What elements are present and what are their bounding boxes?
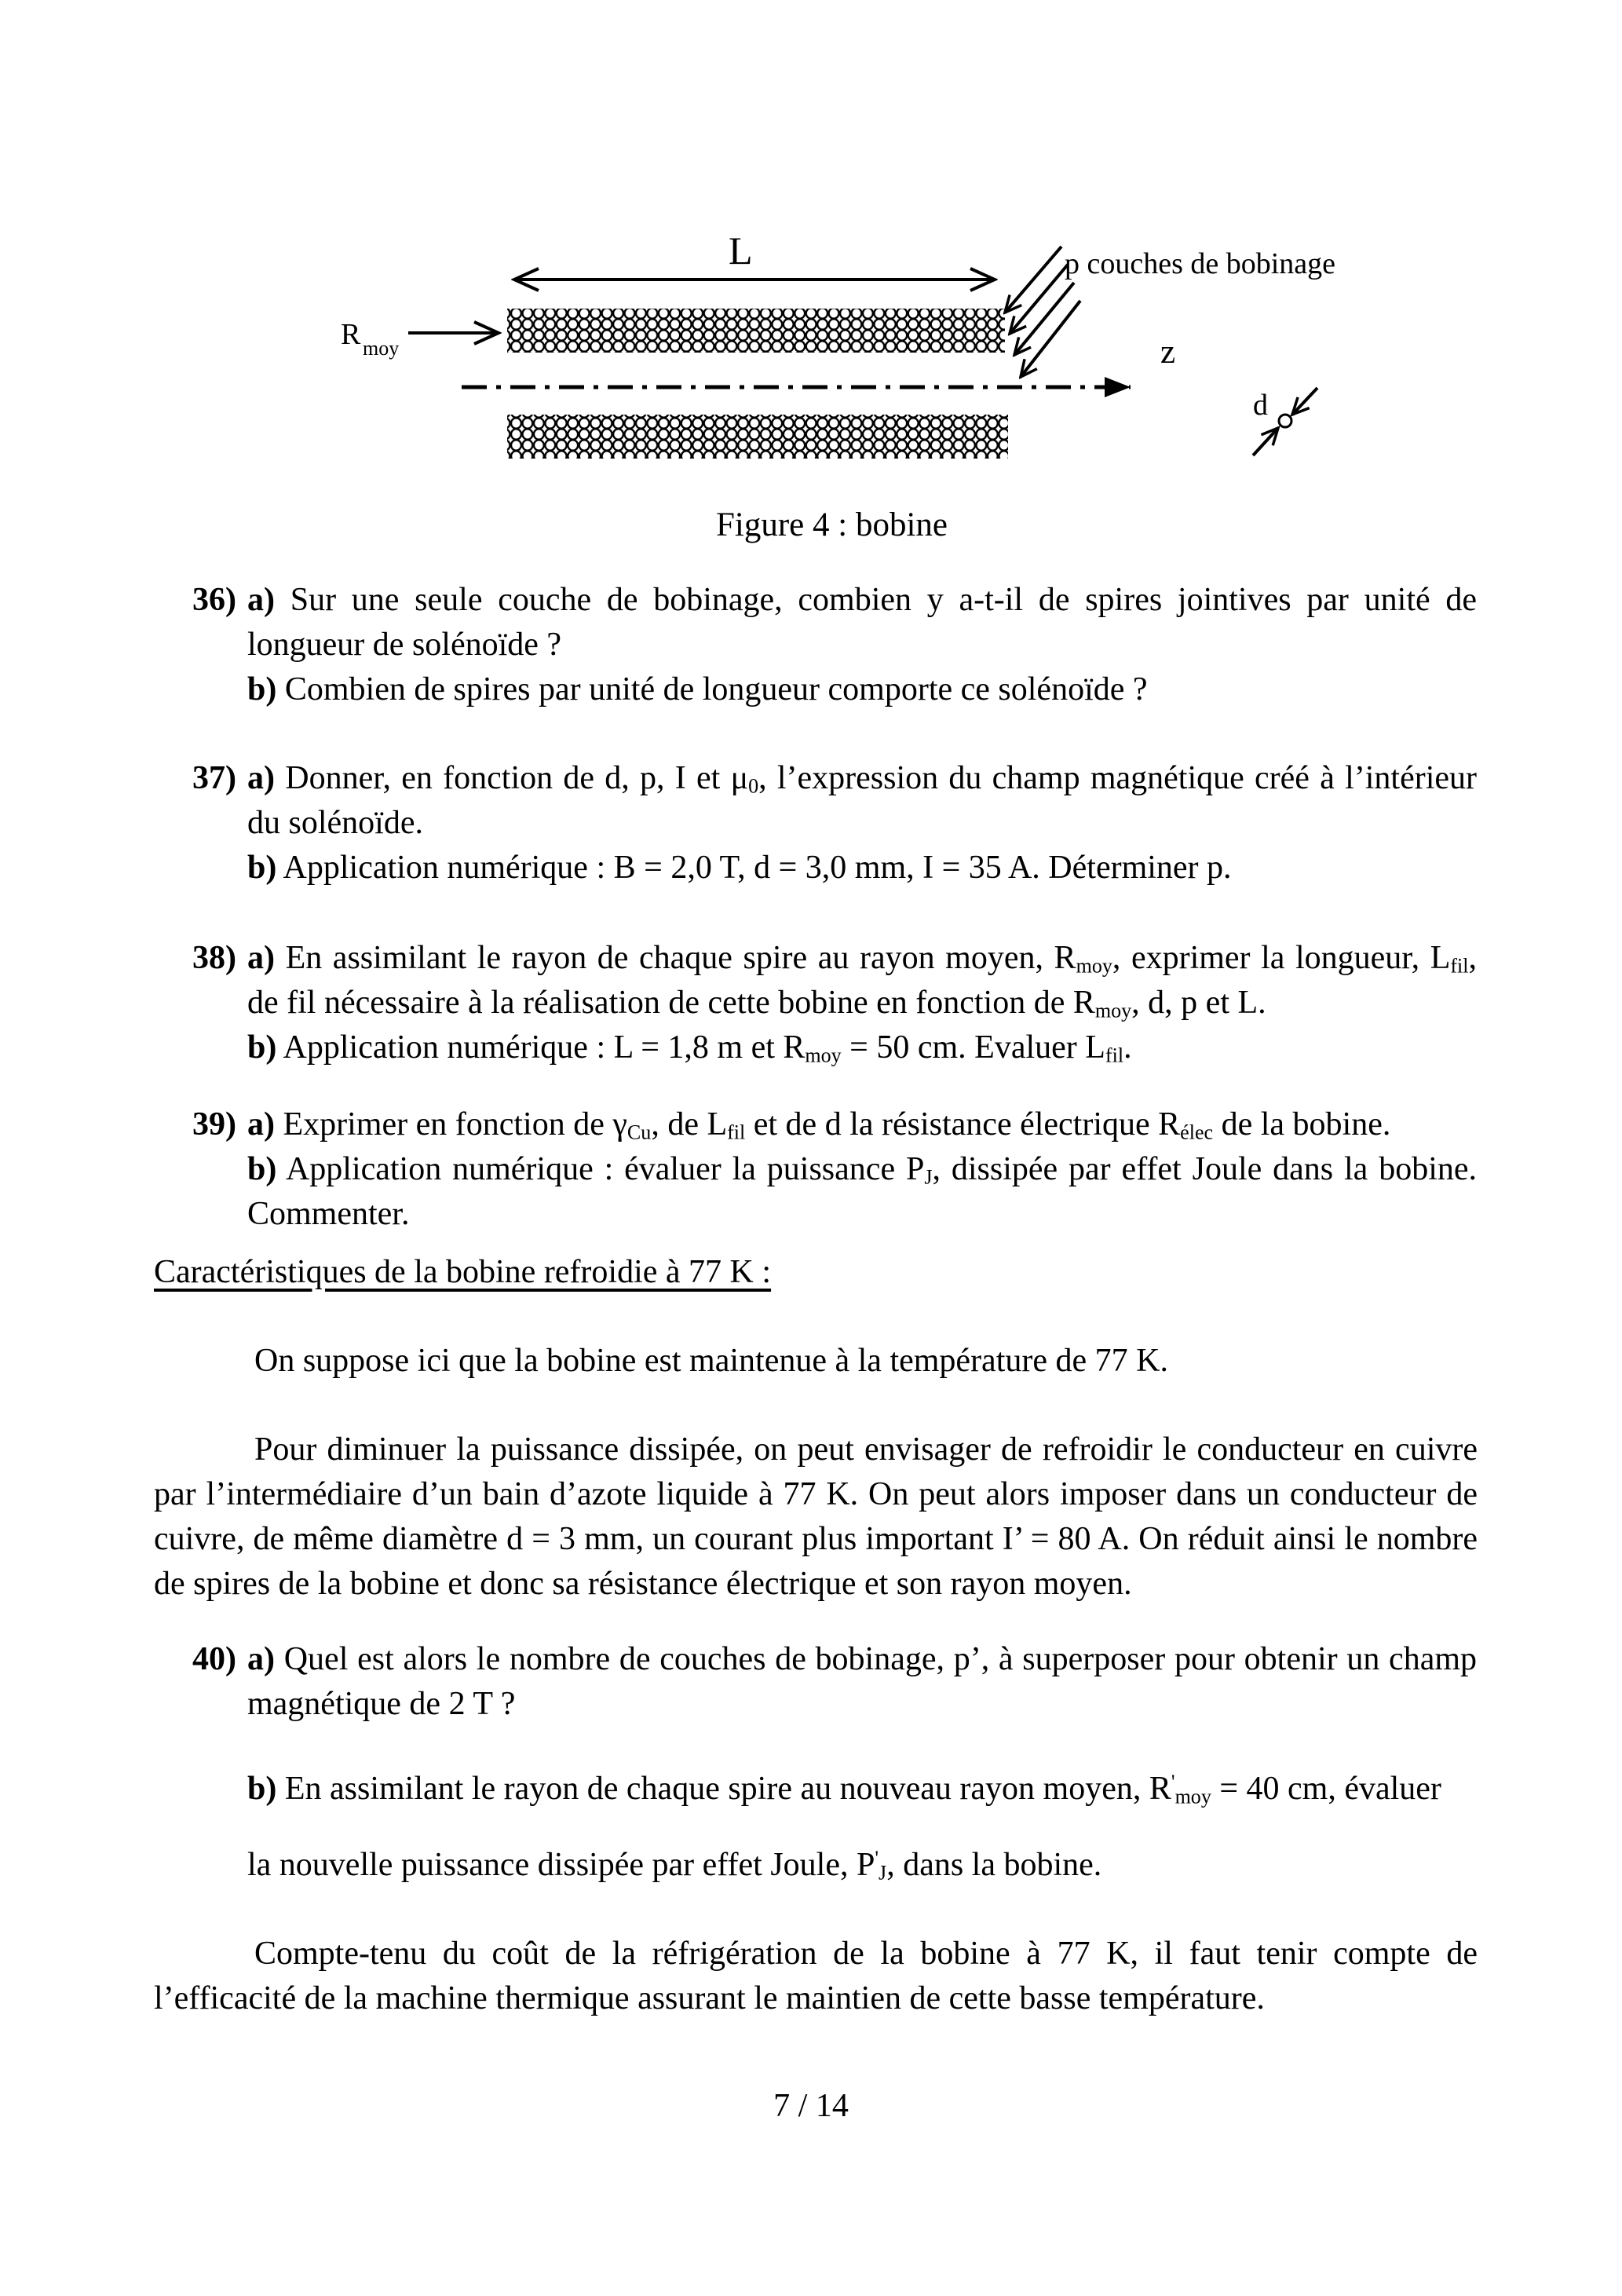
figure-caption: Figure 4 : bobine [716,506,948,543]
question-40b-line2: la nouvelle puissance dissipée par effet Joule, $P'_J$, dans la bobine. [247,1846,1102,1885]
question-part: b) Application numérique : B = 2,0 T, d = 3,0 mm, I = 35 A. Déterminer p. [247,850,1232,886]
wire-diameter-detail [1253,388,1317,455]
question-part: a) Donner, en fonction de d, p, I et $\mu_0$, l’expression du champ magnétique créé à l’intérieur du solénoïde. [247,760,1477,841]
length-label: L [729,229,753,272]
paragraph-hypothesis: On suppose ici que la bobine est maintenue à la température de 77 K. [254,1343,1168,1379]
section-heading: Caractéristiques de la bobine refroidie à 77 K : [154,1254,772,1290]
radius-label: R [341,318,361,351]
axis-label: z [1160,334,1176,371]
length-dimension [513,229,995,280]
layers-label: p couches de bobinage [1065,247,1336,280]
figure-bobine [0,0,1622,573]
question-part: a) Sur une seule couche de bobinage, combien y a-t-il de spires jointives par unité de longueur de solénoïde ? [247,582,1477,663]
layer-arrow [1005,247,1061,313]
question-number: 40) [192,1641,236,1677]
coil-top [507,309,1005,353]
question-part: b) Application numérique : L = 1,8 m et $R_{moy} = 50$ cm. Evaluer $L_{fil}$. [247,1029,1132,1067]
page-number: 7 / 14 [773,2088,849,2124]
question-part: a) Exprimer en fonction de $\gamma_{Cu}$, de $L_{fil}$ et de d la résistance électrique $R_{élec}$ de la bobine. [247,1106,1391,1144]
question-40 [192,1637,1477,1727]
question-number: 39) [192,1106,236,1143]
question-number: 37) [192,760,236,796]
question-part: b) Application numérique : évaluer la puissance $P_J$, dissipée par effet Joule dans la bobine. Commenter. [247,1151,1478,1232]
radius-label-sub: moy [363,337,400,360]
question-part: b) Combien de spires par unité de longueur comporte ce solénoïde ? [247,671,1148,707]
question-39 [192,1102,1477,1237]
question-36 [192,578,1477,712]
diameter-arrow-lower [1253,428,1278,455]
coil-bottom [507,415,1008,459]
question-number: 36) [192,582,236,618]
question-part: a) Quel est alors le nombre de couches de bobinage, p’, à superposer pour obtenir un champ magnétique de 2 T ? [247,1641,1477,1722]
question-37 [192,756,1477,890]
question-40b-line1: b) En assimilant le rayon de chaque spire au nouveau rayon moyen, $R'_{moy} = 40$ cm, évaluer [247,1770,1441,1808]
diameter-arrow-upper [1292,388,1317,415]
question-38 [192,936,1477,1070]
radius-annotation [341,318,499,360]
paragraph-closing: Compte-tenu du coût de la réfrigération de la bobine à 77 K, il faut tenir compte de l’efficacité de la machine thermique assurant le maintien de cette basse température. [154,1936,1478,2016]
wire-cross-section [1279,415,1291,427]
question-part: a) En assimilant le rayon de chaque spire au rayon moyen, $R_{moy}$, exprimer la longueur, $L_{fil}$, de fil nécessaire à la réalisation de cette bobine en fonction de $R_{moy}$, d, p et L. [247,940,1477,1022]
diameter-label: d [1253,389,1268,422]
paragraph-cooling: Pour diminuer la puissance dissipée, on peut envisager de refroidir le conducteur en cuivre par l’intermédiaire d’un bain d’azote liquide à 77 K. On peut alors imposer dans un conducteur de cuivre, de même diamètre d = 3 mm, un courant plus important I’ = 80 A. On réduit ainsi le nombre de spires de la bobine et donc sa résistance électrique et son rayon moyen. [154,1431,1478,1602]
question-number: 38) [192,940,236,976]
